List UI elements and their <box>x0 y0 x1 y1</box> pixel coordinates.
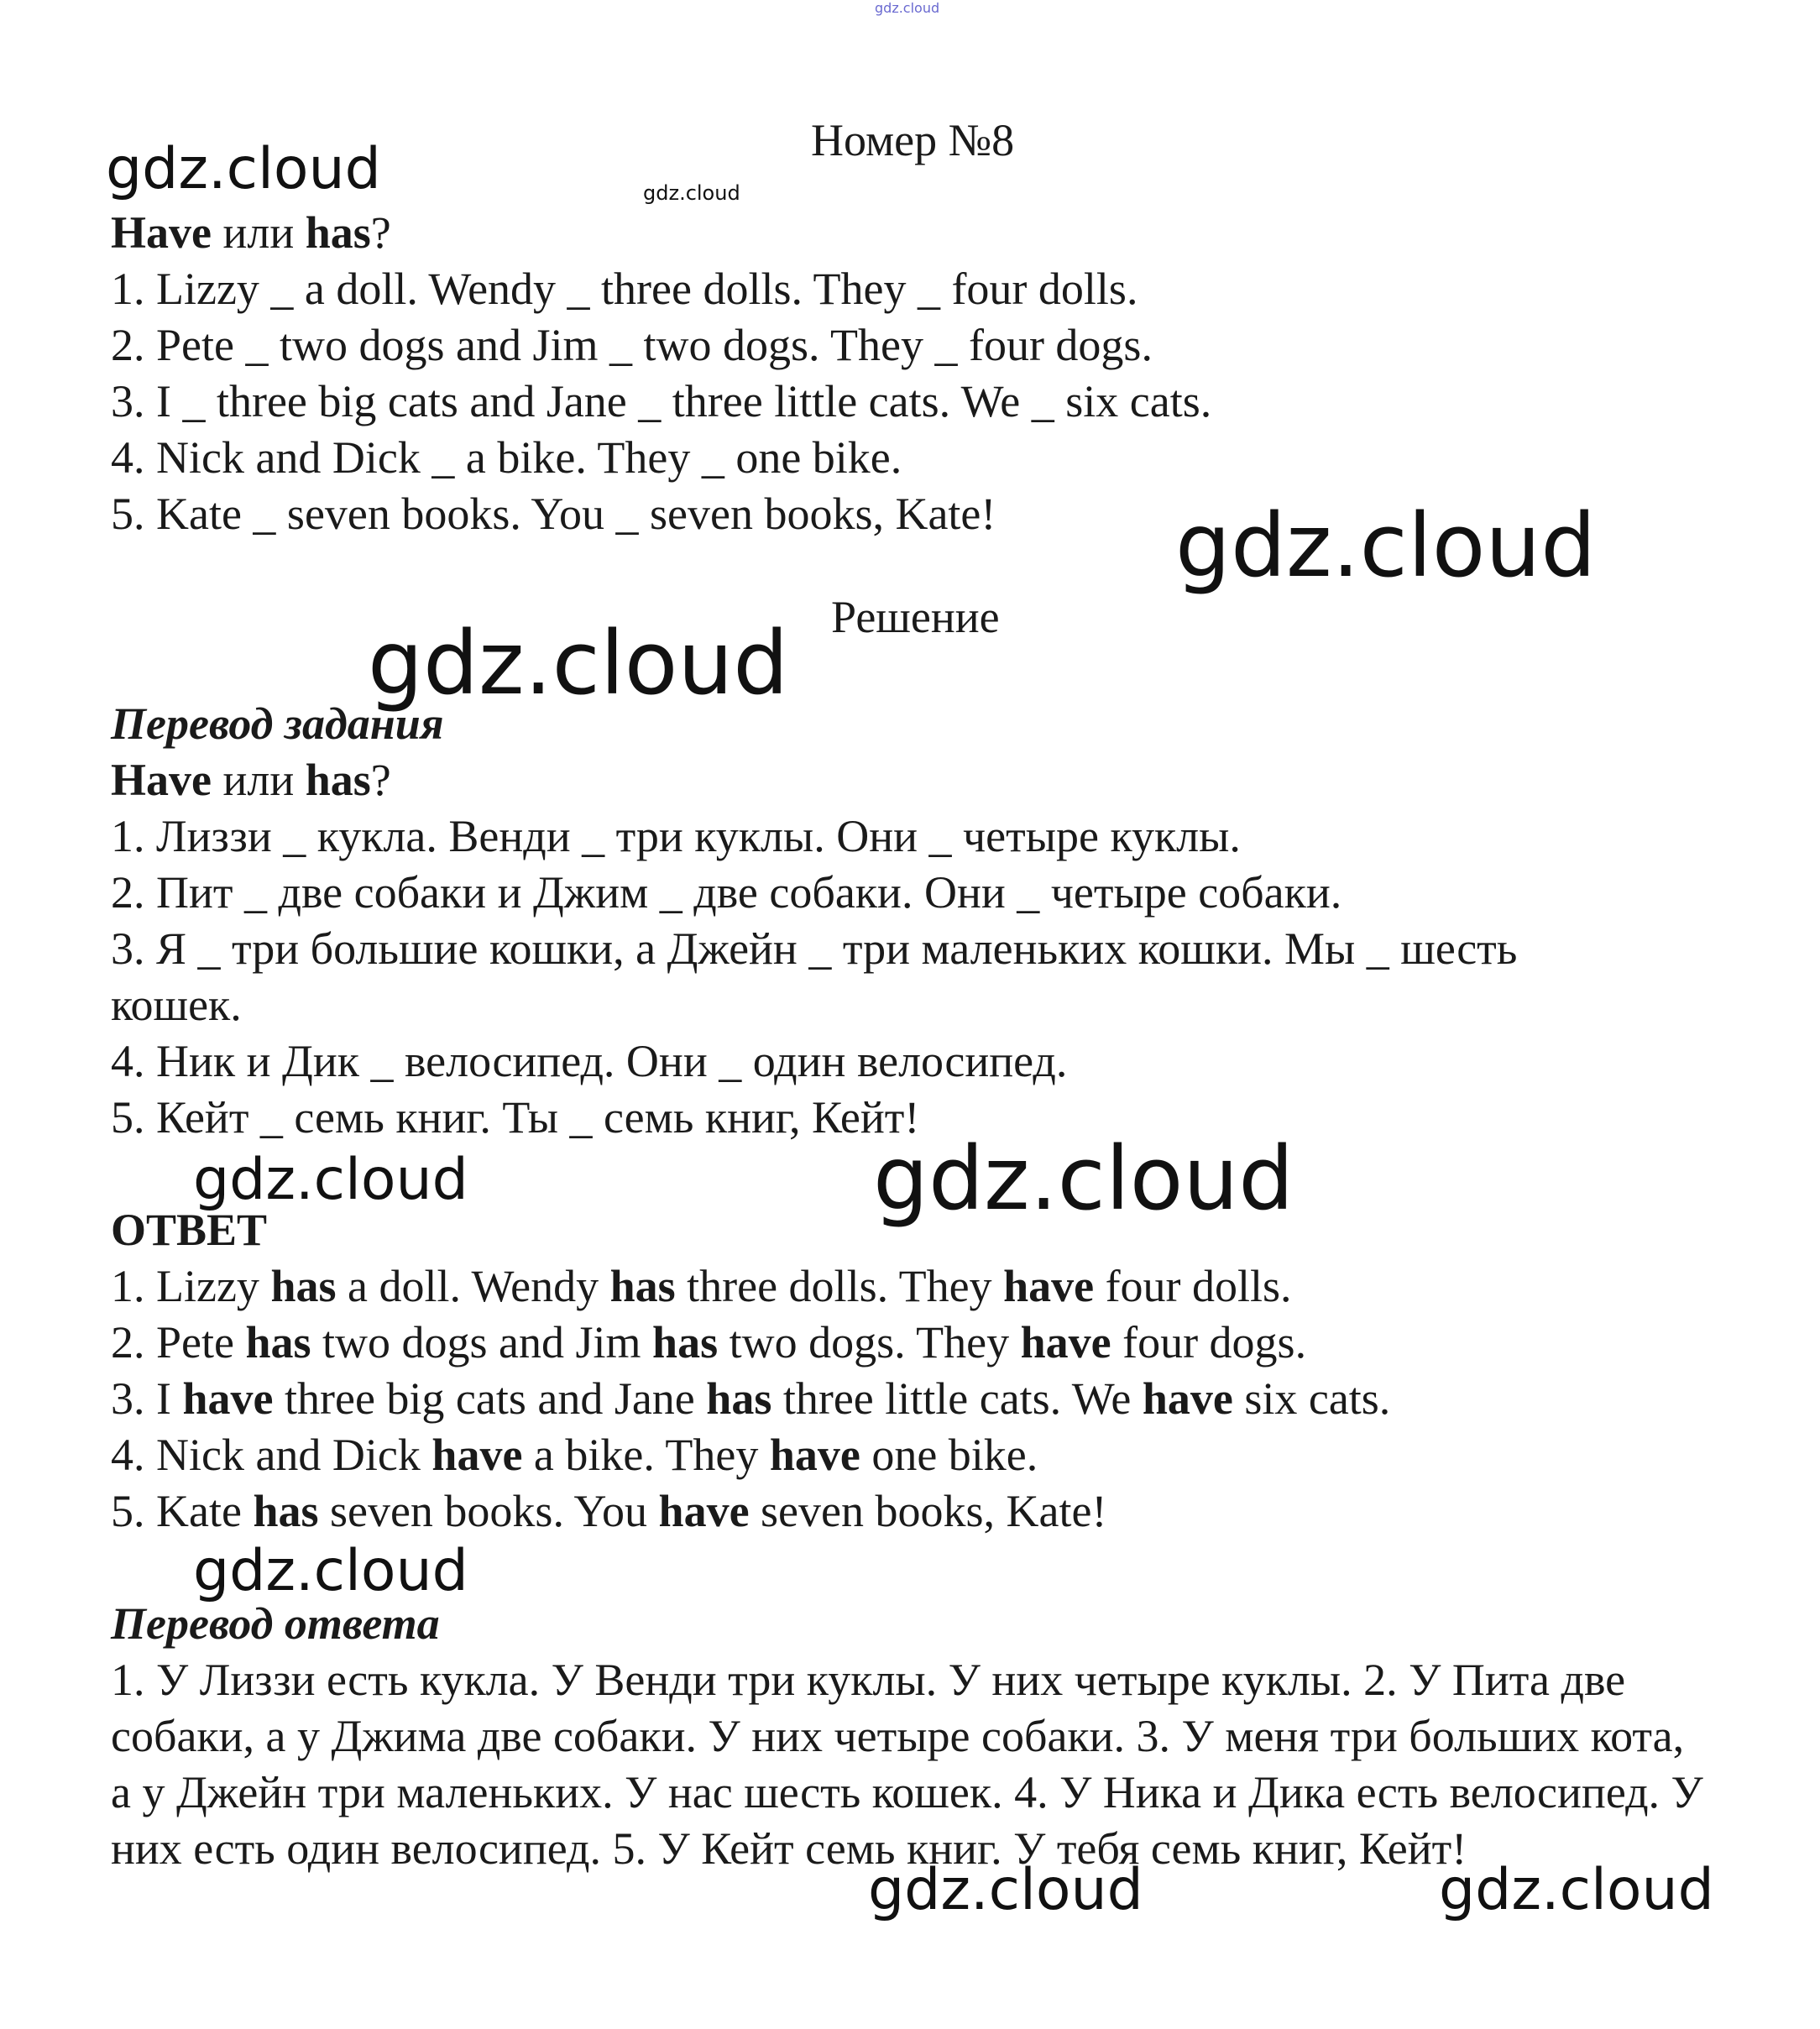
answer-text: a doll. Wendy <box>336 1261 610 1311</box>
task-line: 1. Lizzy _ a doll. Wendy _ three dolls. They _ four dolls. <box>111 264 1138 314</box>
task-translation-line: 1. Лиззи _ кукла. Венди _ три куклы. Они _ четыре куклы. <box>111 811 1241 861</box>
answer-text: seven books, Kate! <box>749 1486 1107 1536</box>
watermark-top-small: gdz.cloud <box>643 181 740 205</box>
task-heading <box>111 205 391 260</box>
task-translation-subheading <box>111 752 391 808</box>
task-heading-has: has <box>305 207 371 258</box>
answer-text: three dolls. They <box>675 1261 1004 1311</box>
answer-text: 3. I <box>111 1373 183 1424</box>
task-translation-sub-have: Have <box>111 755 212 805</box>
answer-verb: have <box>1142 1373 1233 1424</box>
answer-verb: has <box>245 1317 311 1367</box>
task-translation-line: кошек. <box>111 980 242 1030</box>
answer-heading: ОТВЕТ <box>111 1205 268 1255</box>
watermark-answer-left: gdz.cloud <box>193 1147 468 1213</box>
task-translation-line: 5. Кейт _ семь книг. Ты _ семь книг, Кейт! <box>111 1092 920 1143</box>
answer-line <box>111 1427 1038 1483</box>
task-heading-have: Have <box>111 207 212 258</box>
answer-line <box>111 1258 1292 1314</box>
answer-text: three little cats. We <box>771 1373 1143 1424</box>
answer-verb: have <box>769 1430 860 1480</box>
task-translation-line: 4. Ник и Дик _ велосипед. Они _ один велосипед. <box>111 1036 1068 1086</box>
watermark-answer-center: gdz.cloud <box>873 1127 1294 1230</box>
answer-verb: has <box>706 1373 772 1424</box>
watermark-bottom-center: gdz.cloud <box>868 1857 1143 1923</box>
answer-verb: has <box>652 1317 719 1367</box>
answer-text: 1. Lizzy <box>111 1261 271 1311</box>
answer-text: four dogs. <box>1111 1317 1307 1367</box>
answer-translation-text: 1. У Лиззи есть кукла. У Венди три куклы. У них четыре куклы. 2. У Пита две собаки, а у Джима две собаки. У них четыре собаки. 3. У меня три больших кота, а у Джейн три маленьких. У нас шесть кошек. 4. У Ника и Дика есть велосипед. У них есть один велосипед. 5. У Кейт семь книг. У тебя семь книг, Кейт! <box>111 1655 1703 1874</box>
task-translation-sub-has: has <box>305 755 371 805</box>
answer-verb: has <box>609 1261 676 1311</box>
task-line: 3. I _ three big cats and Jane _ three little cats. We _ six cats. <box>111 376 1212 426</box>
answer-text: two dogs and Jim <box>311 1317 653 1367</box>
answer-line <box>111 1371 1390 1426</box>
task-heading-end: ? <box>370 207 391 258</box>
answer-text: two dogs. They <box>718 1317 1021 1367</box>
task-line: 4. Nick and Dick _ a bike. They _ one bike. <box>111 432 902 483</box>
answer-text: four dolls. <box>1094 1261 1292 1311</box>
answer-text: 2. Pete <box>111 1317 246 1367</box>
answer-translation-heading: Перевод ответа <box>111 1598 440 1649</box>
answer-text: a bike. They <box>522 1430 770 1480</box>
answer-verb: has <box>270 1261 337 1311</box>
answer-verb: have <box>431 1430 523 1480</box>
task-translation-sub-mid: или <box>211 755 306 805</box>
answer-line <box>111 1315 1306 1370</box>
task-translation-heading: Перевод задания <box>111 698 444 749</box>
answer-verb: have <box>182 1373 274 1424</box>
answer-verb: have <box>1003 1261 1095 1311</box>
task-translation-line: 3. Я _ три большие кошки, а Джейн _ три маленьких кошки. Мы _ шесть <box>111 923 1518 974</box>
answer-verb: have <box>1020 1317 1111 1367</box>
task-translation-line: 2. Пит _ две собаки и Джим _ две собаки. Они _ четыре собаки. <box>111 867 1342 918</box>
watermark-top-left: gdz.cloud <box>106 136 381 202</box>
answer-verb: has <box>253 1486 319 1536</box>
watermark-top-tiny: gdz.cloud <box>875 0 940 16</box>
watermark-right-large: gdz.cloud <box>1175 494 1597 597</box>
answer-line <box>111 1483 1106 1539</box>
answer-verb: have <box>658 1486 750 1536</box>
task-line: 5. Kate _ seven books. You _ seven books, Kate! <box>111 489 996 539</box>
answer-text: one bike. <box>860 1430 1038 1480</box>
task-line: 2. Pete _ two dogs and Jim _ two dogs. They _ four dogs. <box>111 320 1153 370</box>
answer-text: seven books. You <box>318 1486 659 1536</box>
watermark-mid-large: gdz.cloud <box>368 612 789 714</box>
watermark-translation-left: gdz.cloud <box>193 1538 468 1604</box>
page-title: Номер №8 <box>811 115 1015 165</box>
answer-text: 5. Kate <box>111 1486 254 1536</box>
task-translation-sub-end: ? <box>370 755 391 805</box>
watermark-bottom-right: gdz.cloud <box>1439 1857 1714 1923</box>
solution-label: Решение <box>831 592 1000 642</box>
answer-text: three big cats and Jane <box>273 1373 707 1424</box>
answer-text: six cats. <box>1232 1373 1391 1424</box>
answer-text: 4. Nick and Dick <box>111 1430 432 1480</box>
task-heading-mid: или <box>211 207 306 258</box>
